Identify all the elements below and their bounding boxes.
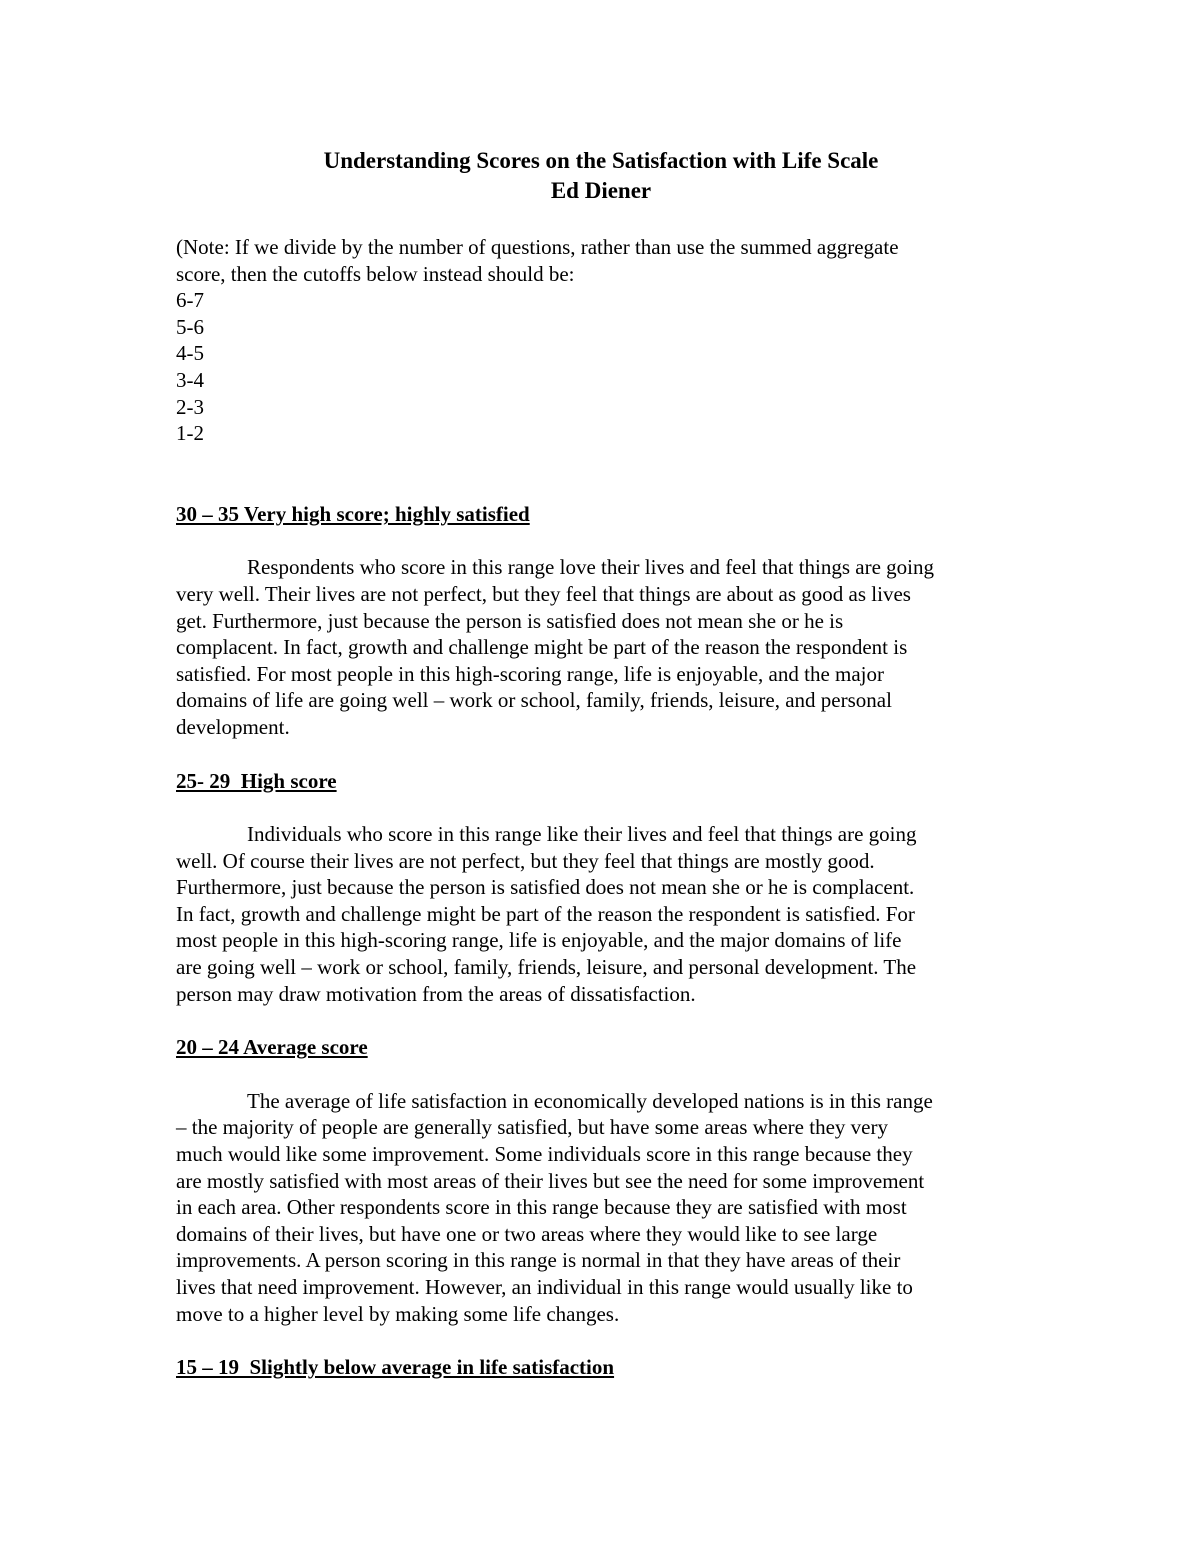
section-body: Individuals who score in this range like their lives and feel that things are going well. Of course their lives are not perfect, but they feel that things are mostly good. Furthermore, just because the person is satisfied does not mean she or he is complacent. In fact, growth and challenge might be part of the reason the respondent is satisfied. For most people in this high-scoring range, life is enjoyable, and the major domains of life are going well – work or school, family, friends, leisure, and personal development. The person may draw motivation from the areas of dissatisfaction.: [176, 822, 917, 1006]
note-line: score, then the cutoffs below instead should be:: [176, 261, 575, 286]
cutoff-list: [176, 287, 1026, 447]
title-block: [176, 146, 1026, 206]
section-heading: 30 – 35 Very high score; highly satisfied: [176, 501, 530, 526]
document-author: Ed Diener: [550, 178, 652, 203]
section-heading: 20 – 24 Average score: [176, 1035, 368, 1060]
score-section-slightly-below-average: [176, 1354, 1026, 1381]
cutoff-item: 2-3: [176, 394, 204, 419]
note-paragraph: [176, 234, 1026, 287]
document-title: Understanding Scores on the Satisfaction with Life Scale: [323, 148, 879, 173]
cutoff-item: 6-7: [176, 288, 204, 313]
section-body: The average of life satisfaction in economically developed nations is in this range – the majority of people are generally satisfied, but have some areas where they very much would like some improvement. Some individuals score in this range because they are mostly satisfied with most areas of their lives but see the need for some improvement in each area. Other respondents score in this range because they are satisfied with most domains of their lives, but have one or two areas where they would like to see large improvements. A person scoring in this range is normal in that they have areas of their lives that need improvement. However, an individual in this range would usually like to move to a higher level by making some life changes.: [176, 1088, 933, 1326]
note-line: (Note: If we divide by the number of questions, rather than use the summed aggregate: [176, 235, 899, 259]
section-heading: 15 – 19 Slightly below average in life satisfaction: [176, 1355, 615, 1380]
section-heading: 25- 29 High score: [176, 768, 337, 793]
score-section-high: [176, 768, 1026, 1008]
cutoff-item: 3-4: [176, 367, 204, 392]
section-body: Respondents who score in this range love their lives and feel that things are going very well. Their lives are not perfect, but they feel that things are about as good as lives get. Furthermore, just because the person is satisfied does not mean she or he is complacent. In fact, growth and challenge might be part of the reason the respondent is satisfied. For most people in this high-scoring range, life is enjoyable, and the major domains of life are going well – work or school, family, friends, leisure, and personal development.: [176, 555, 935, 739]
score-section-average: [176, 1034, 1026, 1327]
cutoff-item: 4-5: [176, 341, 204, 366]
cutoff-item: 5-6: [176, 314, 204, 339]
score-section-very-high: [176, 501, 1026, 741]
cutoff-item: 1-2: [176, 421, 204, 446]
document-content: [176, 146, 1026, 1381]
